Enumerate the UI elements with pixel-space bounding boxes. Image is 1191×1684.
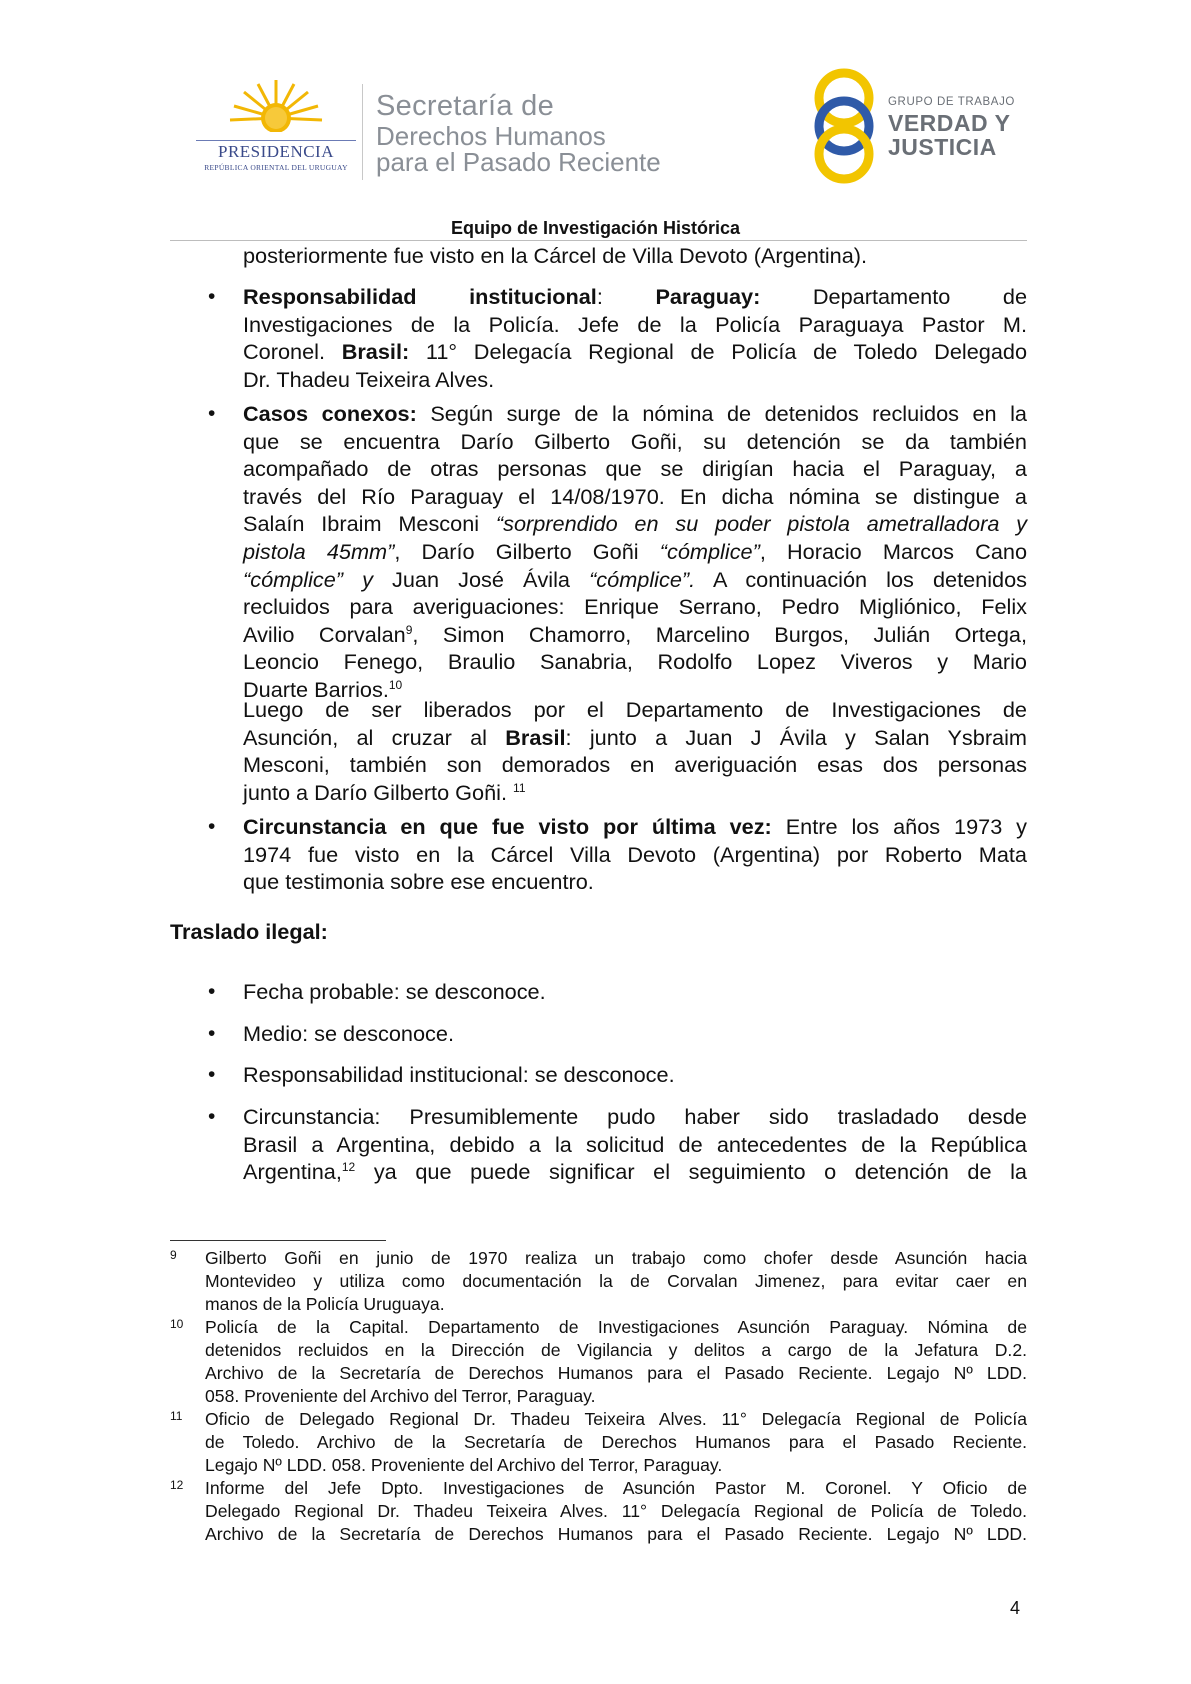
footnote-number: 11 <box>170 1409 183 1423</box>
traslado-heading: Traslado ilegal: <box>170 919 328 944</box>
luego-line-4 <box>243 779 1027 807</box>
footnote-number: 9 <box>170 1248 177 1262</box>
luego-brasil: Brasil <box>505 724 566 750</box>
casos-line-9 <box>243 621 1027 649</box>
t-circ-line-2: Brasil a Argentina, debido a la solicitud de antecedentes de la República <box>243 1131 1027 1157</box>
casos-line-6-c: “cómplice” <box>659 538 760 564</box>
intro-paragraph <box>243 242 1027 270</box>
casos-line-9-b: , Simon Chamorro, Marcelino Burgos, Julián Ortega, <box>412 621 1027 647</box>
footnote-number: 10 <box>170 1317 184 1331</box>
bullet-icon: • <box>208 402 216 425</box>
resp-line-4: Dr. Thadeu Teixeira Alves. <box>243 366 495 392</box>
footnote-ref-12[interactable]: 12 <box>341 1160 356 1175</box>
t-circ-line-1: Circunstancia: Presumiblemente pudo haber sido trasladado desde <box>243 1104 1027 1129</box>
casos-line-2: que se encuentra Darío Gilberto Goñi, su detención se da también <box>243 428 1027 454</box>
header-rule <box>170 240 1027 241</box>
bullet-icon: • <box>208 815 216 838</box>
luego-line-4-text: junto a Darío Gilberto Goñi. <box>243 779 507 805</box>
traslado-fecha-text: Fecha probable: se desconoce. <box>243 979 546 1004</box>
footnote-number: 12 <box>170 1478 184 1492</box>
casos-line-6 <box>243 538 1027 566</box>
casos-line-4: través del Río Paraguay el 14/08/1970. En dicha nómina se distingue a <box>243 483 1027 509</box>
footnote-line: Legajo Nº LDD. 058. Proveniente del Archivo del Terror, Paraguay. <box>205 1455 723 1475</box>
footnote-line: Policía de la Capital. Departamento de Investigaciones Asunción Paraguay. Nómina de <box>205 1317 1027 1337</box>
casos-paragraph <box>243 400 1027 704</box>
presidencia-subtitle: REPÚBLICA ORIENTAL DEL URUGUAY <box>204 163 348 172</box>
luego-line-2-a: Asunción, al cruzar al <box>243 724 488 750</box>
bullet-icon: • <box>208 1105 216 1128</box>
resp-line-1: Responsabilidad institucional: Paraguay: Departamento de <box>243 284 1028 309</box>
casos-line-7-b: Juan José Ávila <box>392 566 570 592</box>
grupo-trabajo-logo <box>810 64 1030 188</box>
traslado-fecha <box>243 978 1027 1006</box>
casos-line-6-b: , Darío Gilberto Goñi <box>394 538 639 564</box>
traslado-medio-text: Medio: se desconoce. <box>243 1021 454 1046</box>
resp-line-3-pre: Coronel. <box>243 339 325 365</box>
sun-emblem-icon <box>228 78 324 140</box>
casos-line-5-a: Salaín Ibraim Mesconi <box>243 511 480 537</box>
traslado-resp-text: Responsabilidad institucional: se desconoce. <box>243 1062 675 1087</box>
casos-line-5-b: “sorprendido en su poder pistola ametralladora y <box>495 511 1028 537</box>
grupo-line-1: GRUPO DE TRABAJO <box>888 96 1015 108</box>
resp-line-1-tail: Departamento de <box>812 284 1028 309</box>
casos-line-6-a: pistola 45mm” <box>243 538 395 564</box>
luego-line-2-b: : junto a Juan J Ávila y Salan Ysbraim <box>565 724 1027 750</box>
casos-line-7-d: A continuación los detenidos <box>713 566 1028 592</box>
circ-line-1 <box>243 813 1027 841</box>
grupo-line-3: JUSTICIA <box>888 134 997 160</box>
footnote-11 <box>205 1408 1027 1477</box>
secretaria-line-3: para el Pasado Reciente <box>376 147 661 177</box>
circ-line-2: 1974 fue visto en la Cárcel Villa Devoto (Argentina) por Roberto Mata <box>243 841 1027 867</box>
resp-brasil-label: Brasil: <box>341 339 410 365</box>
presidencia-logo <box>196 78 356 178</box>
casos-label: Casos conexos: <box>243 401 417 426</box>
circ-line-1-text: Entre los años 1973 y <box>785 814 1028 839</box>
luego-line-2 <box>243 724 1027 752</box>
t-circ-line-3-b: ya que puede significar el seguimiento o detención de la <box>373 1159 1027 1185</box>
casos-line-11-text: Duarte Barrios. <box>243 676 389 702</box>
footnote-ref-10[interactable]: 10 <box>388 677 403 692</box>
secretaria-line-2: Derechos Humanos <box>376 121 606 151</box>
presidencia-title: PRESIDENCIA <box>217 142 334 161</box>
bullet-icon: • <box>208 1022 216 1045</box>
footnote-12 <box>205 1477 1027 1546</box>
casos-line-8: recluidos para averiguaciones: Enrique Serrano, Pedro Migliónico, Felix <box>243 594 1027 620</box>
grupo-line-2: VERDAD Y <box>888 110 1011 136</box>
footnote-line: Montevideo y utiliza como documentación la de Corvalan Jimenez, para evitar caer en <box>205 1271 1027 1291</box>
circ-label: Circunstancia en que fue visto por última vez: <box>243 814 772 839</box>
casos-line-5 <box>243 510 1027 538</box>
footnote-line: Archivo de la Secretaría de Derechos Humanos para el Pasado Reciente. Legajo Nº LDD. <box>205 1363 1027 1383</box>
page-header <box>0 0 1191 240</box>
secretaria-line-1: Secretaría de <box>376 90 554 122</box>
footnote-ref-9[interactable]: 9 <box>405 622 413 637</box>
resp-label: Responsabilidad institucional <box>243 284 597 309</box>
page-number: 4 <box>1010 1598 1021 1618</box>
footnote-line: Gilberto Goñi en junio de 1970 realiza un trabajo como chofer desde Asunción hacia <box>205 1248 1027 1268</box>
traslado-resp <box>243 1061 1027 1089</box>
bullet-icon: • <box>208 1063 216 1086</box>
casos-line-1 <box>243 400 1027 428</box>
resp-paraguay-label: Paraguay: <box>655 284 761 309</box>
footnote-line: Archivo de la Secretaría de Derechos Humanos para el Pasado Reciente. Legajo Nº LDD. <box>205 1524 1027 1544</box>
footnote-line: de Toledo. Archivo de la Secretaría de Derechos Humanos para el Pasado Reciente. <box>205 1432 1027 1452</box>
responsabilidad-paragraph <box>243 283 1027 393</box>
bullet-icon: • <box>208 285 216 308</box>
footnote-9 <box>205 1247 1027 1316</box>
casos-line-7-c: “cómplice”. <box>589 566 696 592</box>
footnote-line: Oficio de Delegado Regional Dr. Thadeu Teixeira Alves. 11° Delegacía Regional de Policía <box>205 1409 1027 1429</box>
team-title: Equipo de Investigación Histórica <box>450 218 741 238</box>
t-circ-line-3-a: Argentina, <box>243 1159 342 1185</box>
casos-line-3: acompañado de otras personas que se dirigían hacia el Paraguay, a <box>243 456 1027 482</box>
footnote-separator <box>170 1240 386 1241</box>
luego-line-3: Mesconi, también son demorados en averiguación esas dos personas <box>243 752 1027 778</box>
resp-line-3-post: 11° Delegacía Regional de Policía de Toledo Delegado <box>425 339 1028 365</box>
traslado-medio <box>243 1020 1027 1048</box>
secretaria-logo <box>376 90 716 180</box>
footnote-line: manos de la Policía Uruguaya. <box>205 1294 445 1314</box>
circ-line-3: que testimonia sobre ese encuentro. <box>243 869 594 895</box>
luego-paragraph <box>243 696 1027 806</box>
resp-line-3 <box>243 338 1027 366</box>
bullet-icon: • <box>208 980 216 1003</box>
circunstancia-paragraph <box>243 813 1027 896</box>
logo-divider <box>362 84 363 180</box>
casos-line-7-a: “cómplice” y <box>243 566 373 592</box>
footnote-line: Informe del Jefe Dpto. Investigaciones de Asunción Pastor M. Coronel. Y Oficio de <box>205 1478 1027 1498</box>
casos-line-9-a: Avilio Corvalan <box>243 621 406 647</box>
presidencia-rule <box>196 140 356 141</box>
footnote-ref-11[interactable]: 11 <box>513 780 526 795</box>
casos-line-10: Leoncio Fenego, Braulio Sanabria, Rodolfo Lopez Viveros y Mario <box>243 649 1027 675</box>
casos-line-1-text: Según surge de la nómina de detenidos recluidos en la <box>430 401 1027 426</box>
footnote-line: detenidos recluidos en la Dirección de Vigilancia y delitos a cargo de la Jefatura D.2. <box>205 1340 1027 1360</box>
intro-line: posteriormente fue visto en la Cárcel de Villa Devoto (Argentina). <box>243 243 868 268</box>
resp-line-2: Investigaciones de la Policía. Jefe de la Policía Paraguaya Pastor M. <box>243 311 1027 337</box>
footnote-line: 058. Proveniente del Archivo del Terror, Paraguay. <box>205 1386 596 1406</box>
traslado-circunstancia <box>243 1103 1027 1186</box>
casos-line-7 <box>243 566 1027 594</box>
interlocking-rings-icon <box>810 64 878 188</box>
t-circ-line-3 <box>243 1158 1027 1186</box>
footnote-line: Delegado Regional Dr. Thadeu Teixeira Alves. 11° Delegacía Regional de Policía de Toledo. <box>205 1501 1027 1521</box>
casos-line-6-d: , Horacio Marcos Cano <box>759 538 1028 564</box>
footnote-10 <box>205 1316 1027 1408</box>
luego-line-1: Luego de ser liberados por el Departamento de Investigaciones de <box>243 697 1027 722</box>
